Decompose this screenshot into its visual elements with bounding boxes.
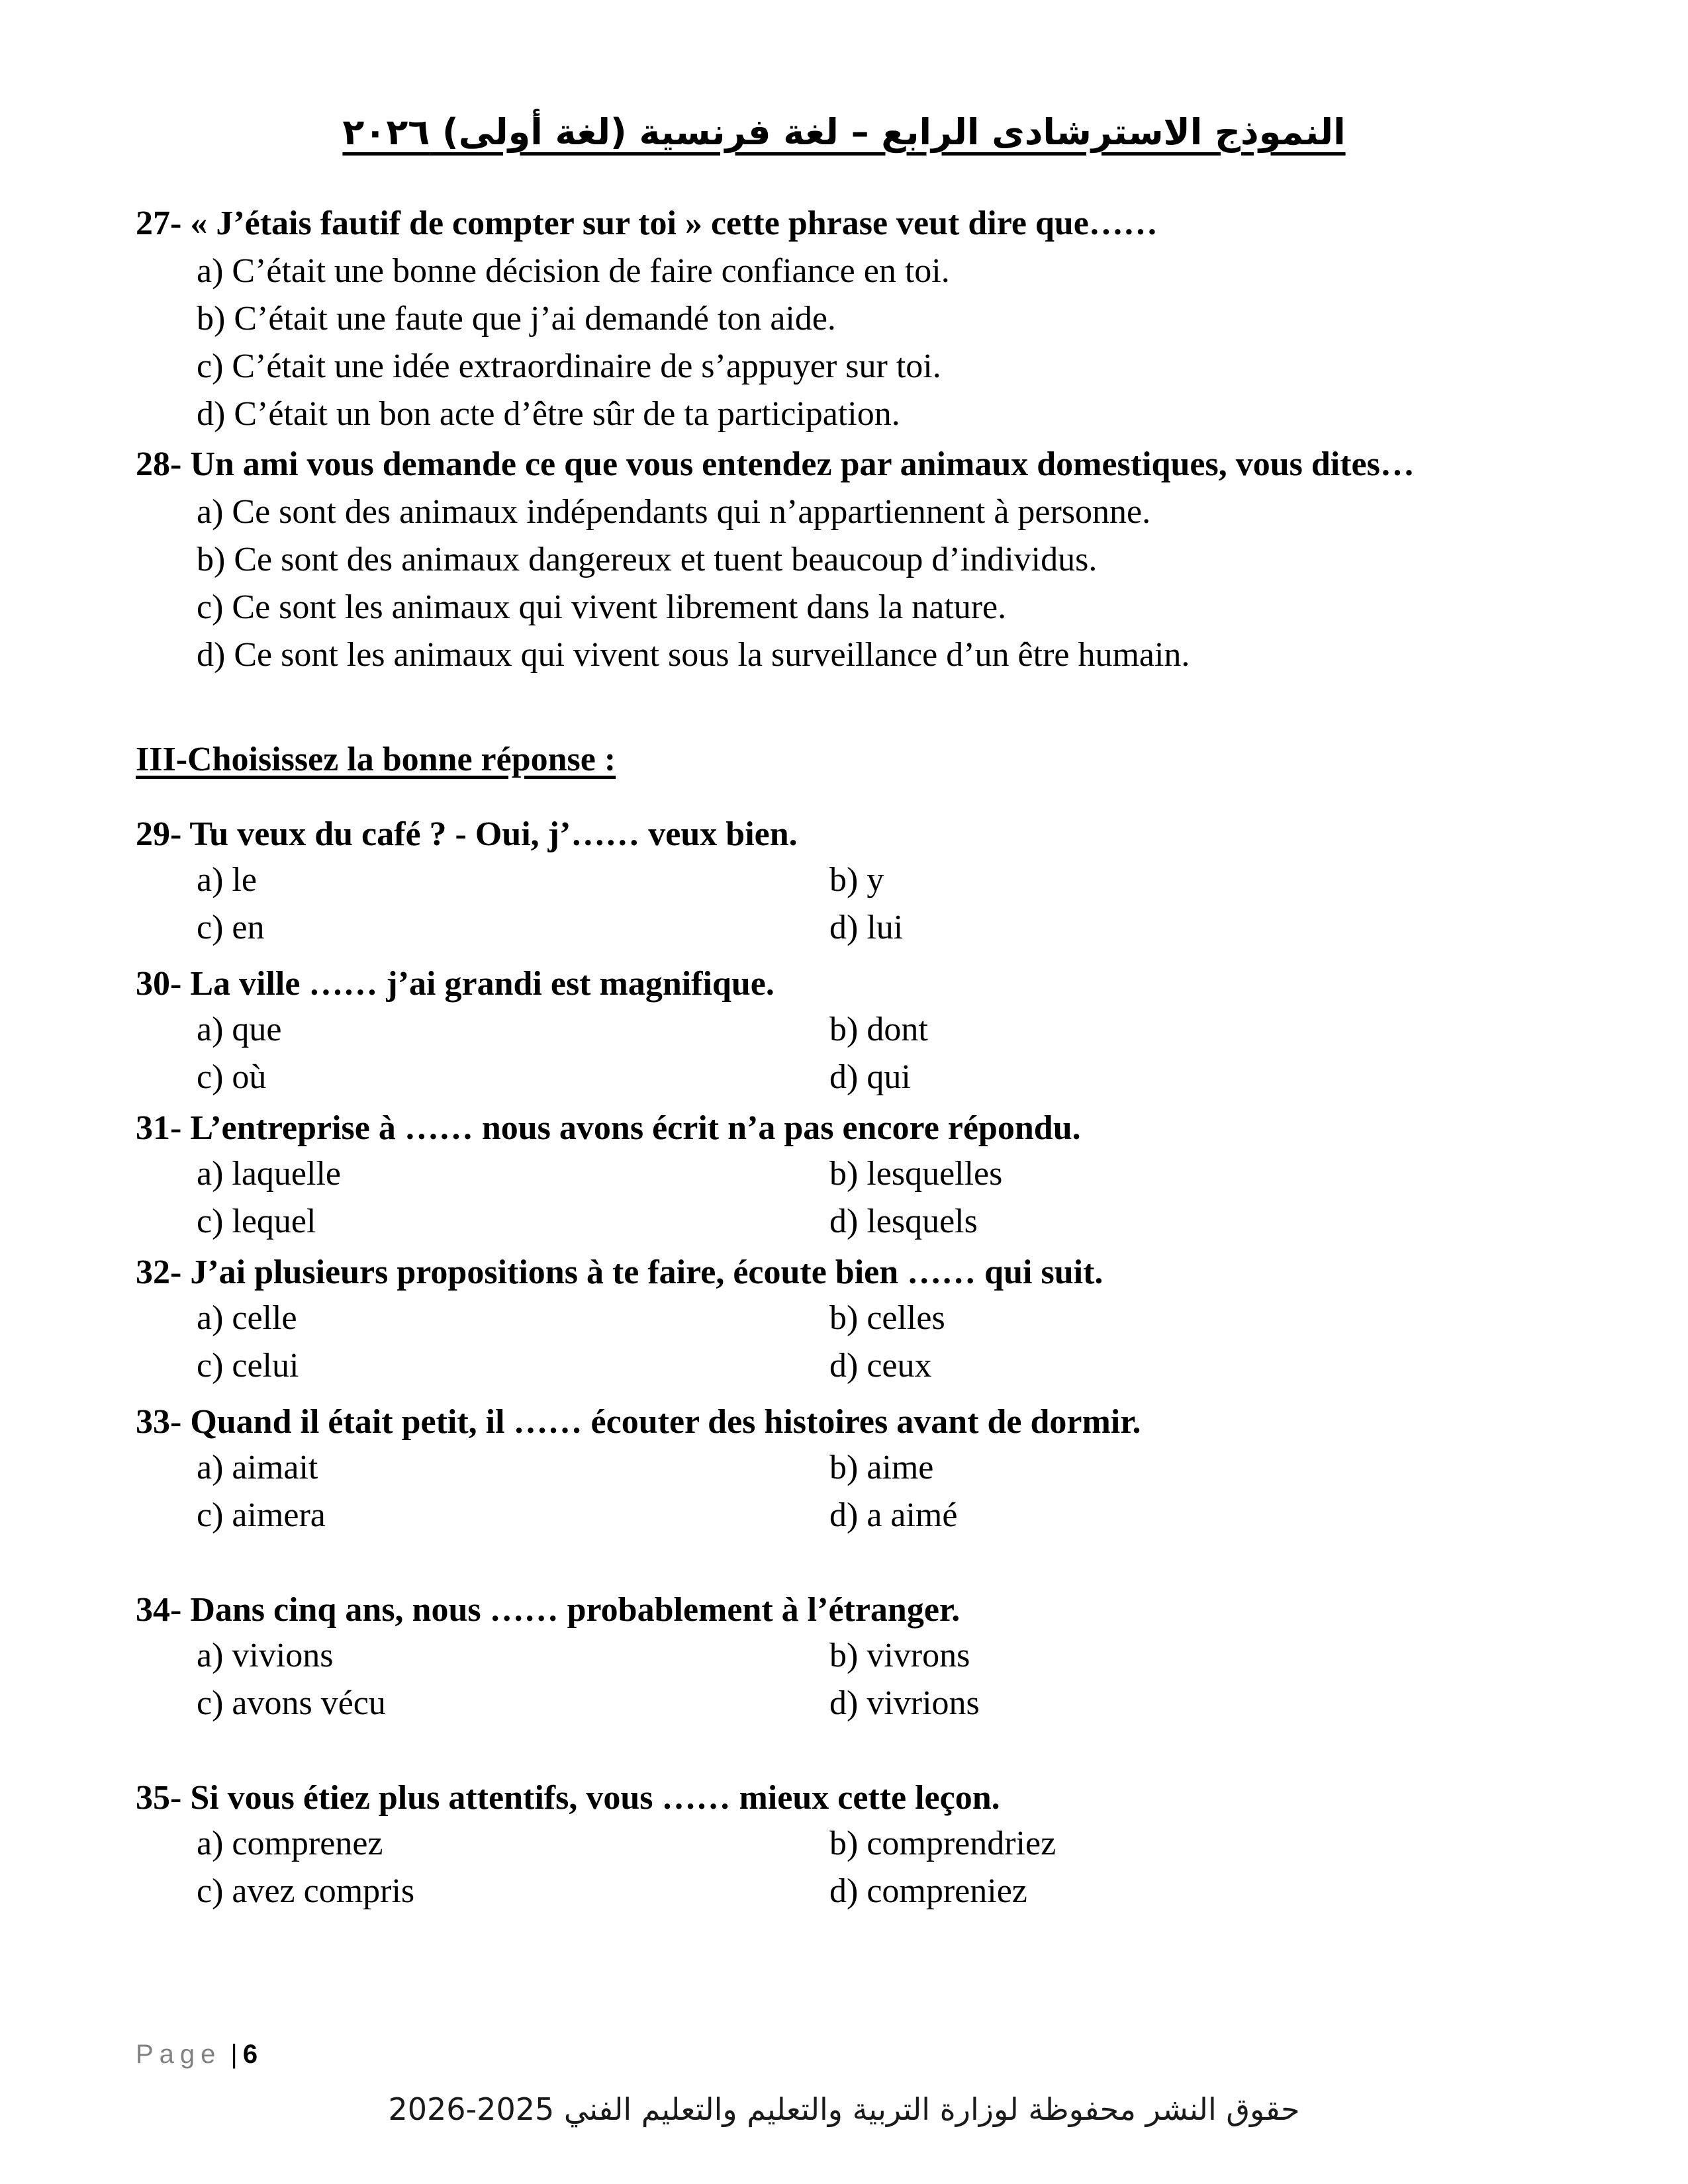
option-b: b) aime — [829, 1449, 934, 1486]
option-c: c) avons vécu — [197, 1684, 386, 1722]
option-c: c) où — [197, 1058, 267, 1096]
page-separator: | — [230, 2040, 238, 2069]
option-a: a) vivions — [197, 1637, 334, 1674]
option-d: d) C’était un bon acte d’être sûr de ta participation. — [197, 395, 900, 433]
question-34 — [136, 1588, 1592, 1727]
question-30 — [136, 962, 1592, 1101]
option-d: d) ceux — [829, 1347, 932, 1385]
option-d: d) vivrions — [829, 1684, 980, 1722]
options-row — [136, 1680, 1592, 1727]
question-text: 32- J’ai plusieurs propositions à te faire, écoute bien …… qui suit. — [136, 1253, 1103, 1291]
copyright-footer — [0, 2091, 1688, 2127]
options-row — [136, 1150, 1592, 1198]
page-label: Page — [136, 2040, 222, 2069]
question-text: 35- Si vous étiez plus attentifs, vous …… mieux cette leçon. — [136, 1779, 1000, 1817]
option-a: a) aimait — [197, 1449, 318, 1486]
option-b: b) celles — [829, 1299, 945, 1337]
question-text: 34- Dans cinq ans, nous …… probablement à l’étranger. — [136, 1591, 961, 1629]
question-33 — [136, 1400, 1592, 1539]
question-27 — [136, 200, 1592, 438]
option-b: b) Ce sont des animaux dangereux et tuent beaucoup d’individus. — [197, 541, 1098, 578]
option-b: b) C’était une faute que j’ai demandé ton aide. — [197, 300, 836, 338]
exam-header — [0, 111, 1688, 153]
options-row — [136, 1444, 1592, 1492]
option-a: a) laquelle — [197, 1155, 341, 1193]
options-row — [136, 1054, 1592, 1101]
option-b: b) dont — [829, 1011, 928, 1048]
options-row — [136, 1868, 1592, 1915]
question-text: 27- « J’étais fautif de compter sur toi » cette phrase veut dire que…… — [136, 205, 1158, 242]
question-29 — [136, 813, 1592, 952]
option-d: d) qui — [829, 1058, 911, 1096]
option-c: c) en — [197, 909, 265, 946]
options-row — [136, 1492, 1592, 1539]
copyright-text: حقوق النشر محفوظة لوزارة التربية والتعليم والتعليم الفني 2025-2026 — [388, 2091, 1300, 2127]
page-number-footer — [136, 2040, 258, 2070]
options-row — [136, 1295, 1592, 1342]
question-text: 28- Un ami vous demande ce que vous entendez par animaux domestiques, vous dites… — [136, 445, 1415, 483]
option-c: c) aimera — [197, 1496, 326, 1534]
option-d: d) a aimé — [829, 1496, 958, 1534]
options-row — [136, 904, 1592, 952]
options-row — [136, 1198, 1592, 1246]
options-row — [136, 1820, 1592, 1868]
option-d: d) compreniez — [829, 1872, 1027, 1910]
option-a: a) comprenez — [197, 1825, 383, 1862]
option-b: b) vivrons — [829, 1637, 970, 1674]
question-text: 33- Quand il était petit, il …… écouter des histoires avant de dormir. — [136, 1403, 1141, 1441]
option-c: c) lequel — [197, 1203, 316, 1240]
option-b: b) y — [829, 861, 884, 899]
option-b: b) comprendriez — [829, 1825, 1056, 1862]
option-d: d) lui — [829, 909, 904, 946]
option-a: a) celle — [197, 1299, 297, 1337]
option-d: d) lesquels — [829, 1203, 978, 1240]
options-row — [136, 1632, 1592, 1680]
exam-title: النموذج الاسترشادى الرابع – لغة فرنسية (لغة أولى) ٢٠٢٦ — [342, 111, 1346, 153]
section-three-title: III-Choisissez la bonne réponse : — [136, 741, 616, 778]
option-c: c) Ce sont les animaux qui vivent librement dans la nature. — [197, 588, 1007, 626]
option-a: a) le — [197, 861, 257, 899]
options-row — [136, 1342, 1592, 1390]
option-a: a) Ce sont des animaux indépendants qui n’appartiennent à personne. — [197, 493, 1151, 531]
option-a: a) C’était une bonne décision de faire confiance en toi. — [197, 252, 950, 290]
question-text: 31- L’entreprise à …… nous avons écrit n’a pas encore répondu. — [136, 1109, 1081, 1147]
option-d: d) Ce sont les animaux qui vivent sous la surveillance d’un être humain. — [197, 636, 1190, 674]
page-number: 6 — [242, 2040, 258, 2069]
option-b: b) lesquelles — [829, 1155, 1003, 1193]
option-a: a) que — [197, 1011, 282, 1048]
options-row — [136, 856, 1592, 904]
options-row — [136, 1006, 1592, 1054]
question-text: 29- Tu veux du café ? - Oui, j’…… veux bien. — [136, 815, 798, 853]
question-text: 30- La ville …… j’ai grandi est magnifique. — [136, 965, 774, 1003]
question-35 — [136, 1776, 1592, 1915]
question-28 — [136, 441, 1592, 679]
option-c: c) avez compris — [197, 1872, 415, 1910]
option-c: c) C’était une idée extraordinaire de s’appuyer sur toi. — [197, 347, 941, 385]
question-31 — [136, 1107, 1592, 1246]
question-32 — [136, 1251, 1592, 1390]
option-c: c) celui — [197, 1347, 299, 1385]
